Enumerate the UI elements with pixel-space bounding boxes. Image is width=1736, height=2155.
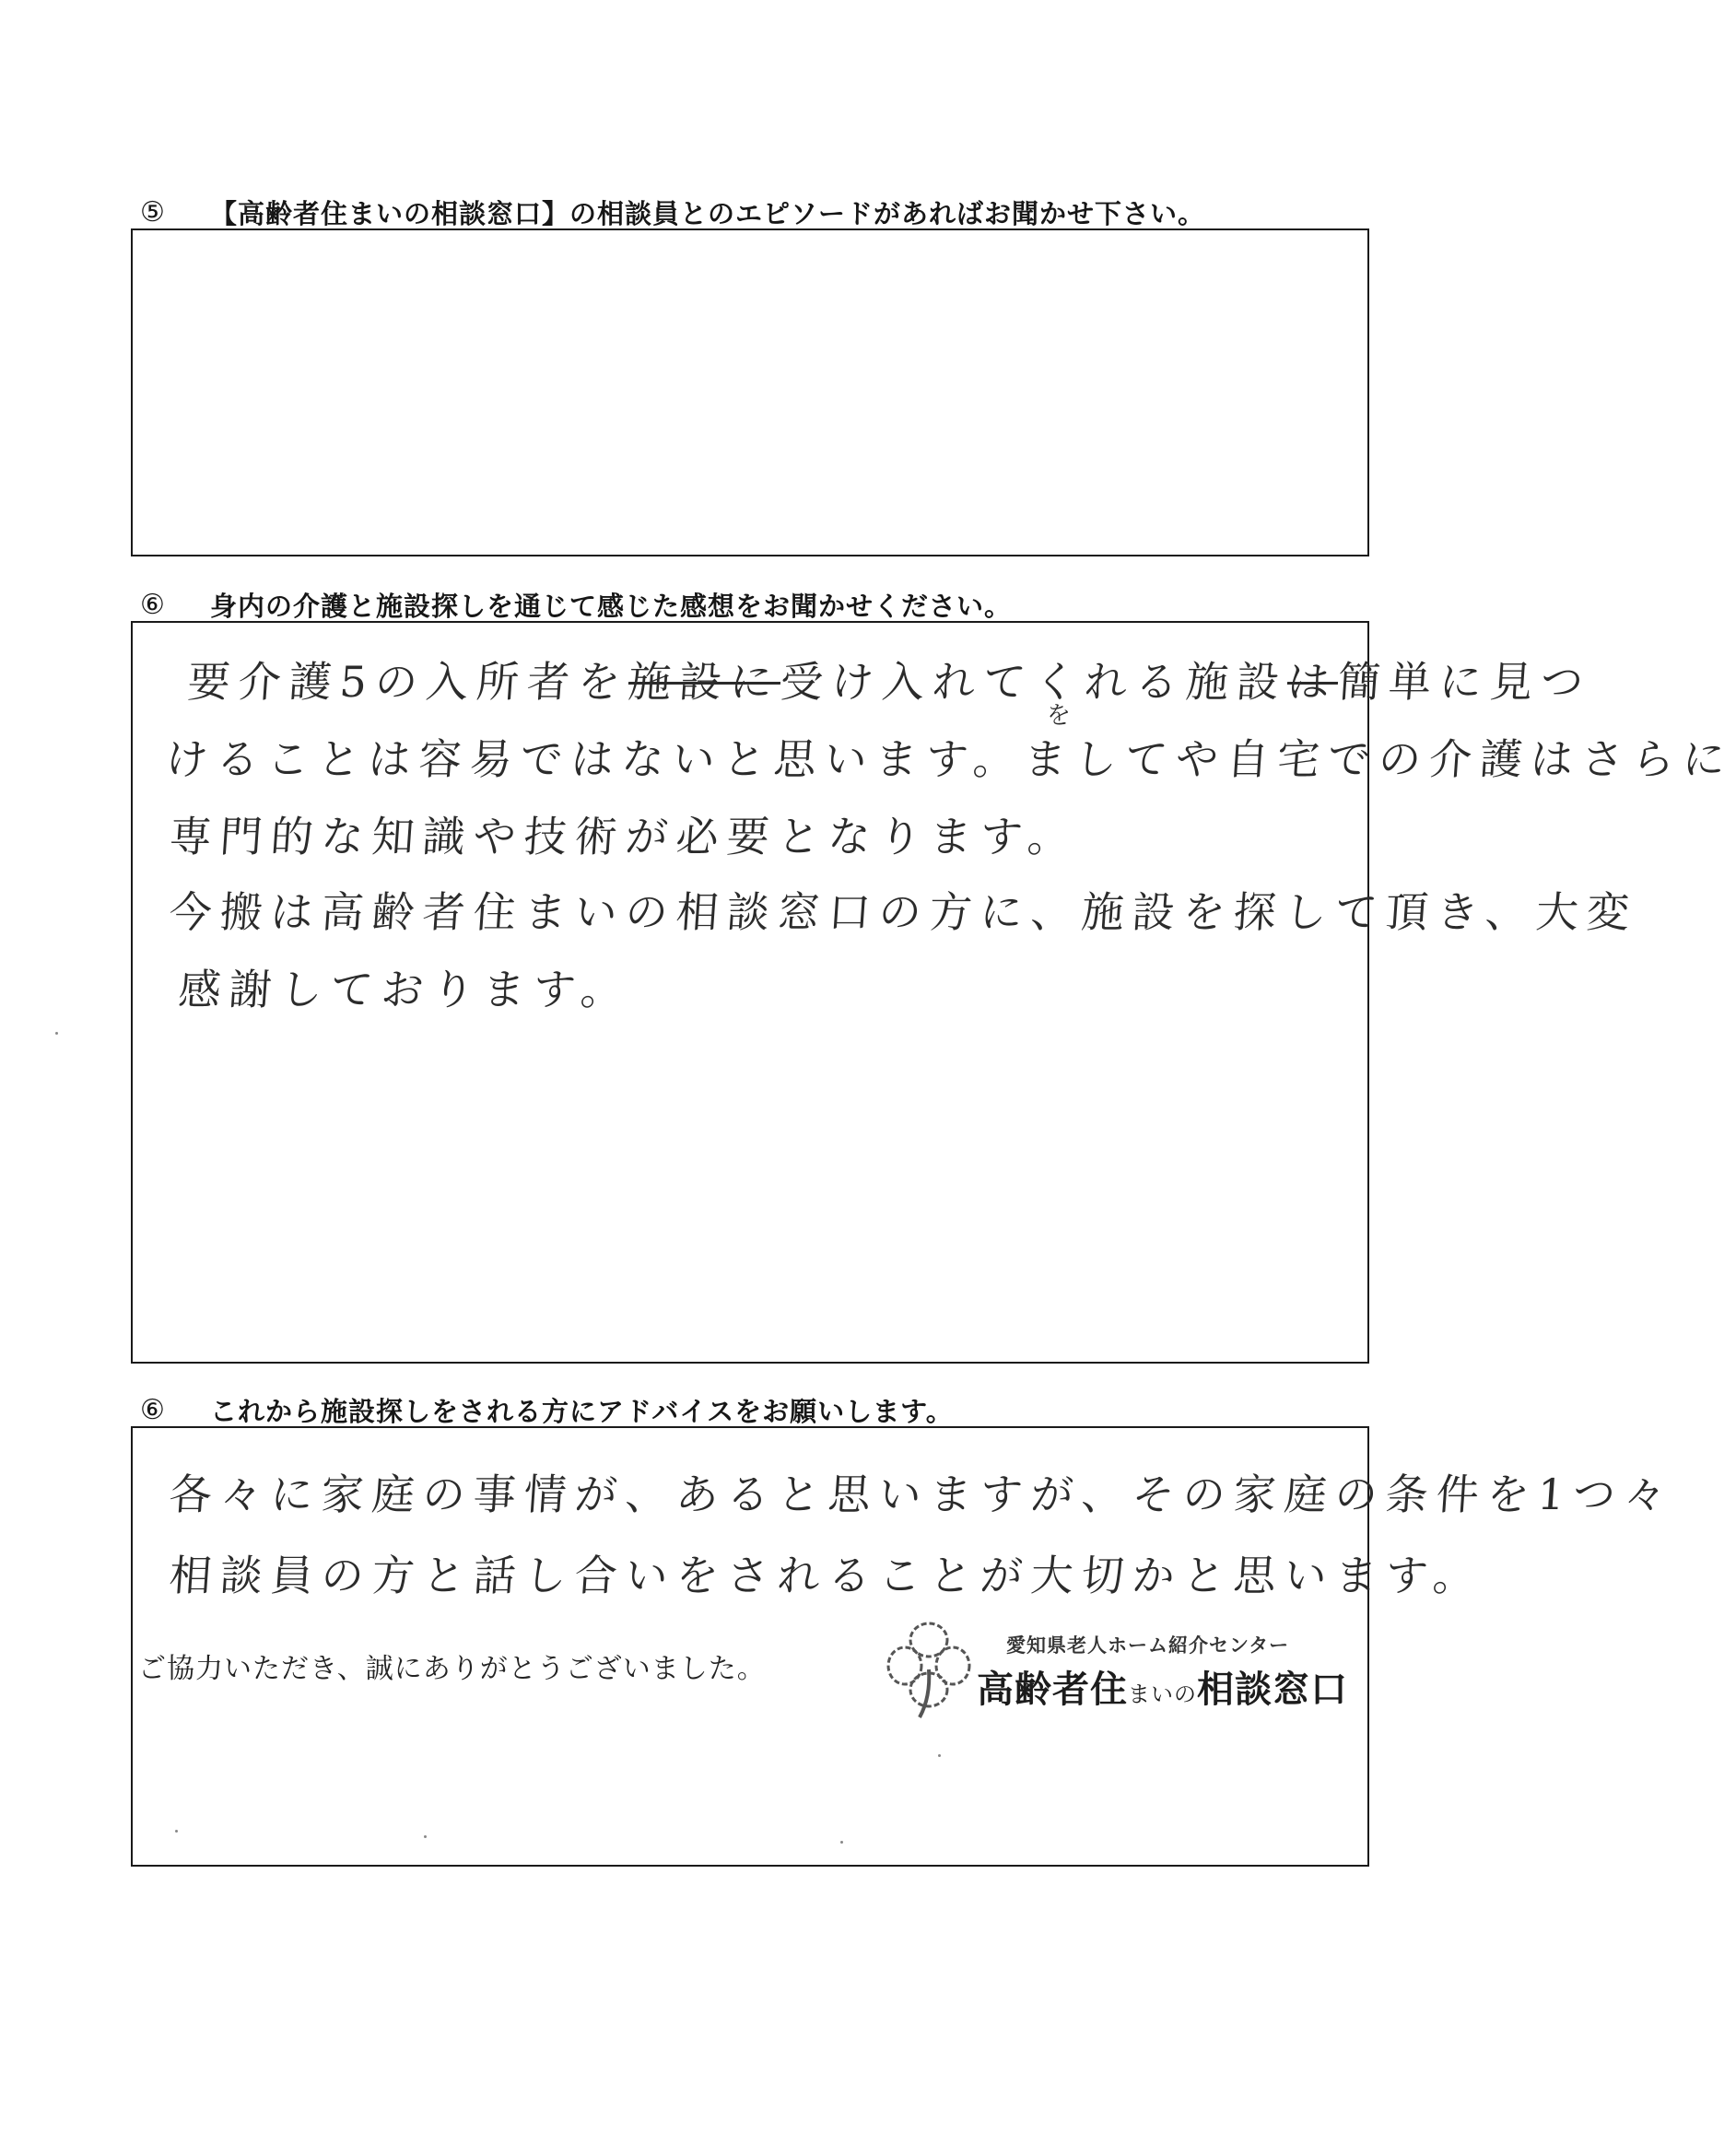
question-number: ⑥ [140,1394,166,1426]
question-5 [140,193,1205,231]
scan-speck [424,1835,427,1838]
question-number: ⑥ [140,589,166,621]
question-text: 【高齢者住まいの相談窓口】の相談員とのエピソードがあればお聞かせ下さい。 [210,198,1206,229]
organization-logo [885,1614,1348,1725]
handwritten-line: 要介護5の入所者を施設に受け入れてくれる施設は簡単に見つ [185,657,1593,707]
struck-text: は [1285,657,1340,707]
insertion-mark: を [1047,702,1072,730]
scan-speck [175,1830,178,1833]
closing-message: ご協力いただき、誠にありがとうございました。 [138,1653,766,1685]
handwritten-line: けることは容易ではないと思います。ましてや自宅での介護はさらに [163,734,1736,784]
question-6-impressions [140,586,1012,624]
question-text: これから施設探しをされる方にアドバイスをお願いします。 [210,1396,954,1427]
handwritten-line: 今搬は高齢者住まいの相談窓口の方に、施設を探して頂き、大変 [167,887,1639,937]
answer-box-impressions [131,621,1736,1364]
handwritten-line: 感謝しております。 [176,965,634,1014]
handwritten-line: 各々に家庭の事情が、あると思いますが、その家庭の条件を1つ々 [167,1470,1676,1519]
logo-title: 高齢者住まいの相談窓口 [977,1669,1348,1711]
question-number: ⑤ [140,196,166,228]
answer-box-episode [131,228,1369,556]
question-6-advice [140,1391,954,1429]
scan-speck [840,1841,843,1844]
question-text: 身内の介護と施設探しを通じて感じた感想をお聞かせください。 [210,591,1013,622]
organization-name: 愛知県老人ホーム紹介センター [1006,1634,1290,1657]
scan-speck [55,1032,58,1035]
handwritten-line: 相談員の方と話し合いをされることが大切かと思います。 [167,1551,1486,1600]
scan-speck [938,1754,941,1757]
struck-text: 施設に [627,657,782,707]
handwritten-line: 専門的な知識や技術が必要となります。 [167,812,1081,861]
clover-icon [885,1614,986,1725]
